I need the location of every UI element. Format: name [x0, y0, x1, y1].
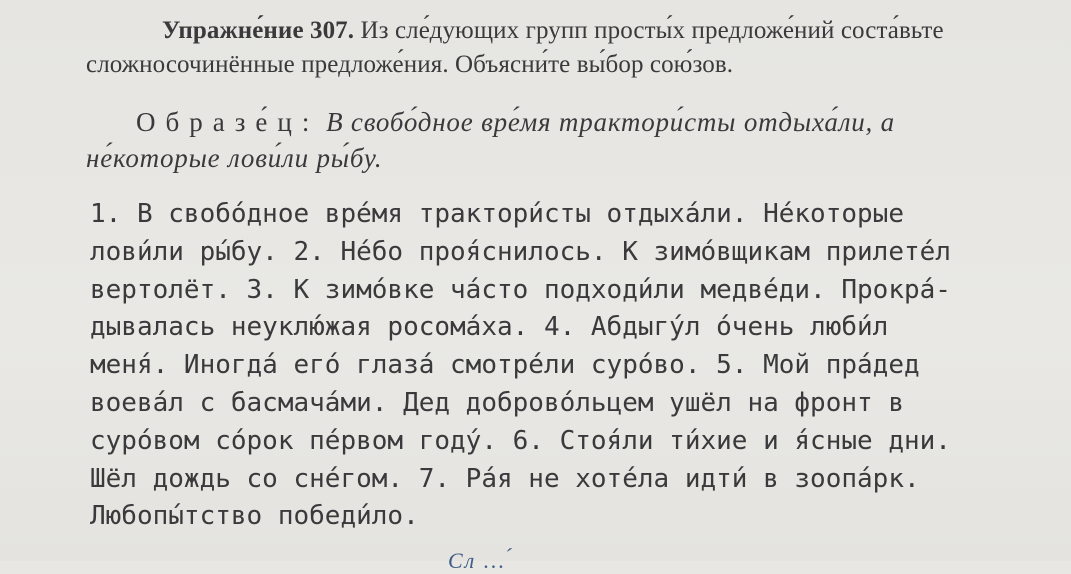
body-line: Любопы́тство победи́ло.	[90, 501, 419, 532]
exercise-body	[90, 196, 1020, 536]
body-line: суро́вом со́рок пе́рвом году́. 6. Стоя́ли ти́хие и я́сные дни.	[90, 425, 951, 456]
body-line: меня́. Иногда́ его́ глаза́ смотре́ли суро́во. 5. Мой пра́дед	[90, 350, 920, 381]
body-line: дывалась неуклю́жая росома́ха. 4. Абдыгу́л о́чень люби́л	[90, 312, 889, 343]
exercise-instruction: Из сле́дующих групп просты́х предложе́ний соста́вьте сложносочинённые предложе́ния. Объясни́те вы́бор сою́зов.	[86, 17, 944, 78]
sample-label: Образе́ц:	[136, 107, 320, 137]
body-line: 1. В свобо́дное вре́мя трактори́сты отдыха́ли. Не́которые	[90, 199, 904, 229]
body-line: Шёл дождь со сне́гом. 7. Ра́я не хоте́ла идти́ в зоопа́рк.	[90, 463, 920, 494]
body-line: воева́л с басмача́ми. Дед доброво́льцем ушёл на фронт в	[90, 387, 904, 418]
exercise-header	[86, 14, 1016, 82]
body-line: лови́ли ры́бу. 2. Не́бо проя́снилось. К зимо́вщикам прилете́л	[90, 236, 951, 267]
body-line: вертолёт. 3. К зимо́вке ча́сто подходи́ли медве́ди. Прокра́-	[90, 274, 951, 305]
exercise-title: Упражне́ние 307.	[162, 17, 355, 44]
sample-block	[86, 104, 1021, 176]
sample-text: В свобо́дное вре́мя трактори́сты отдыха́ли, а не́которые лови́ли ры́бу.	[86, 107, 895, 173]
cut-off-next-heading: Сл ... ́	[448, 548, 514, 573]
